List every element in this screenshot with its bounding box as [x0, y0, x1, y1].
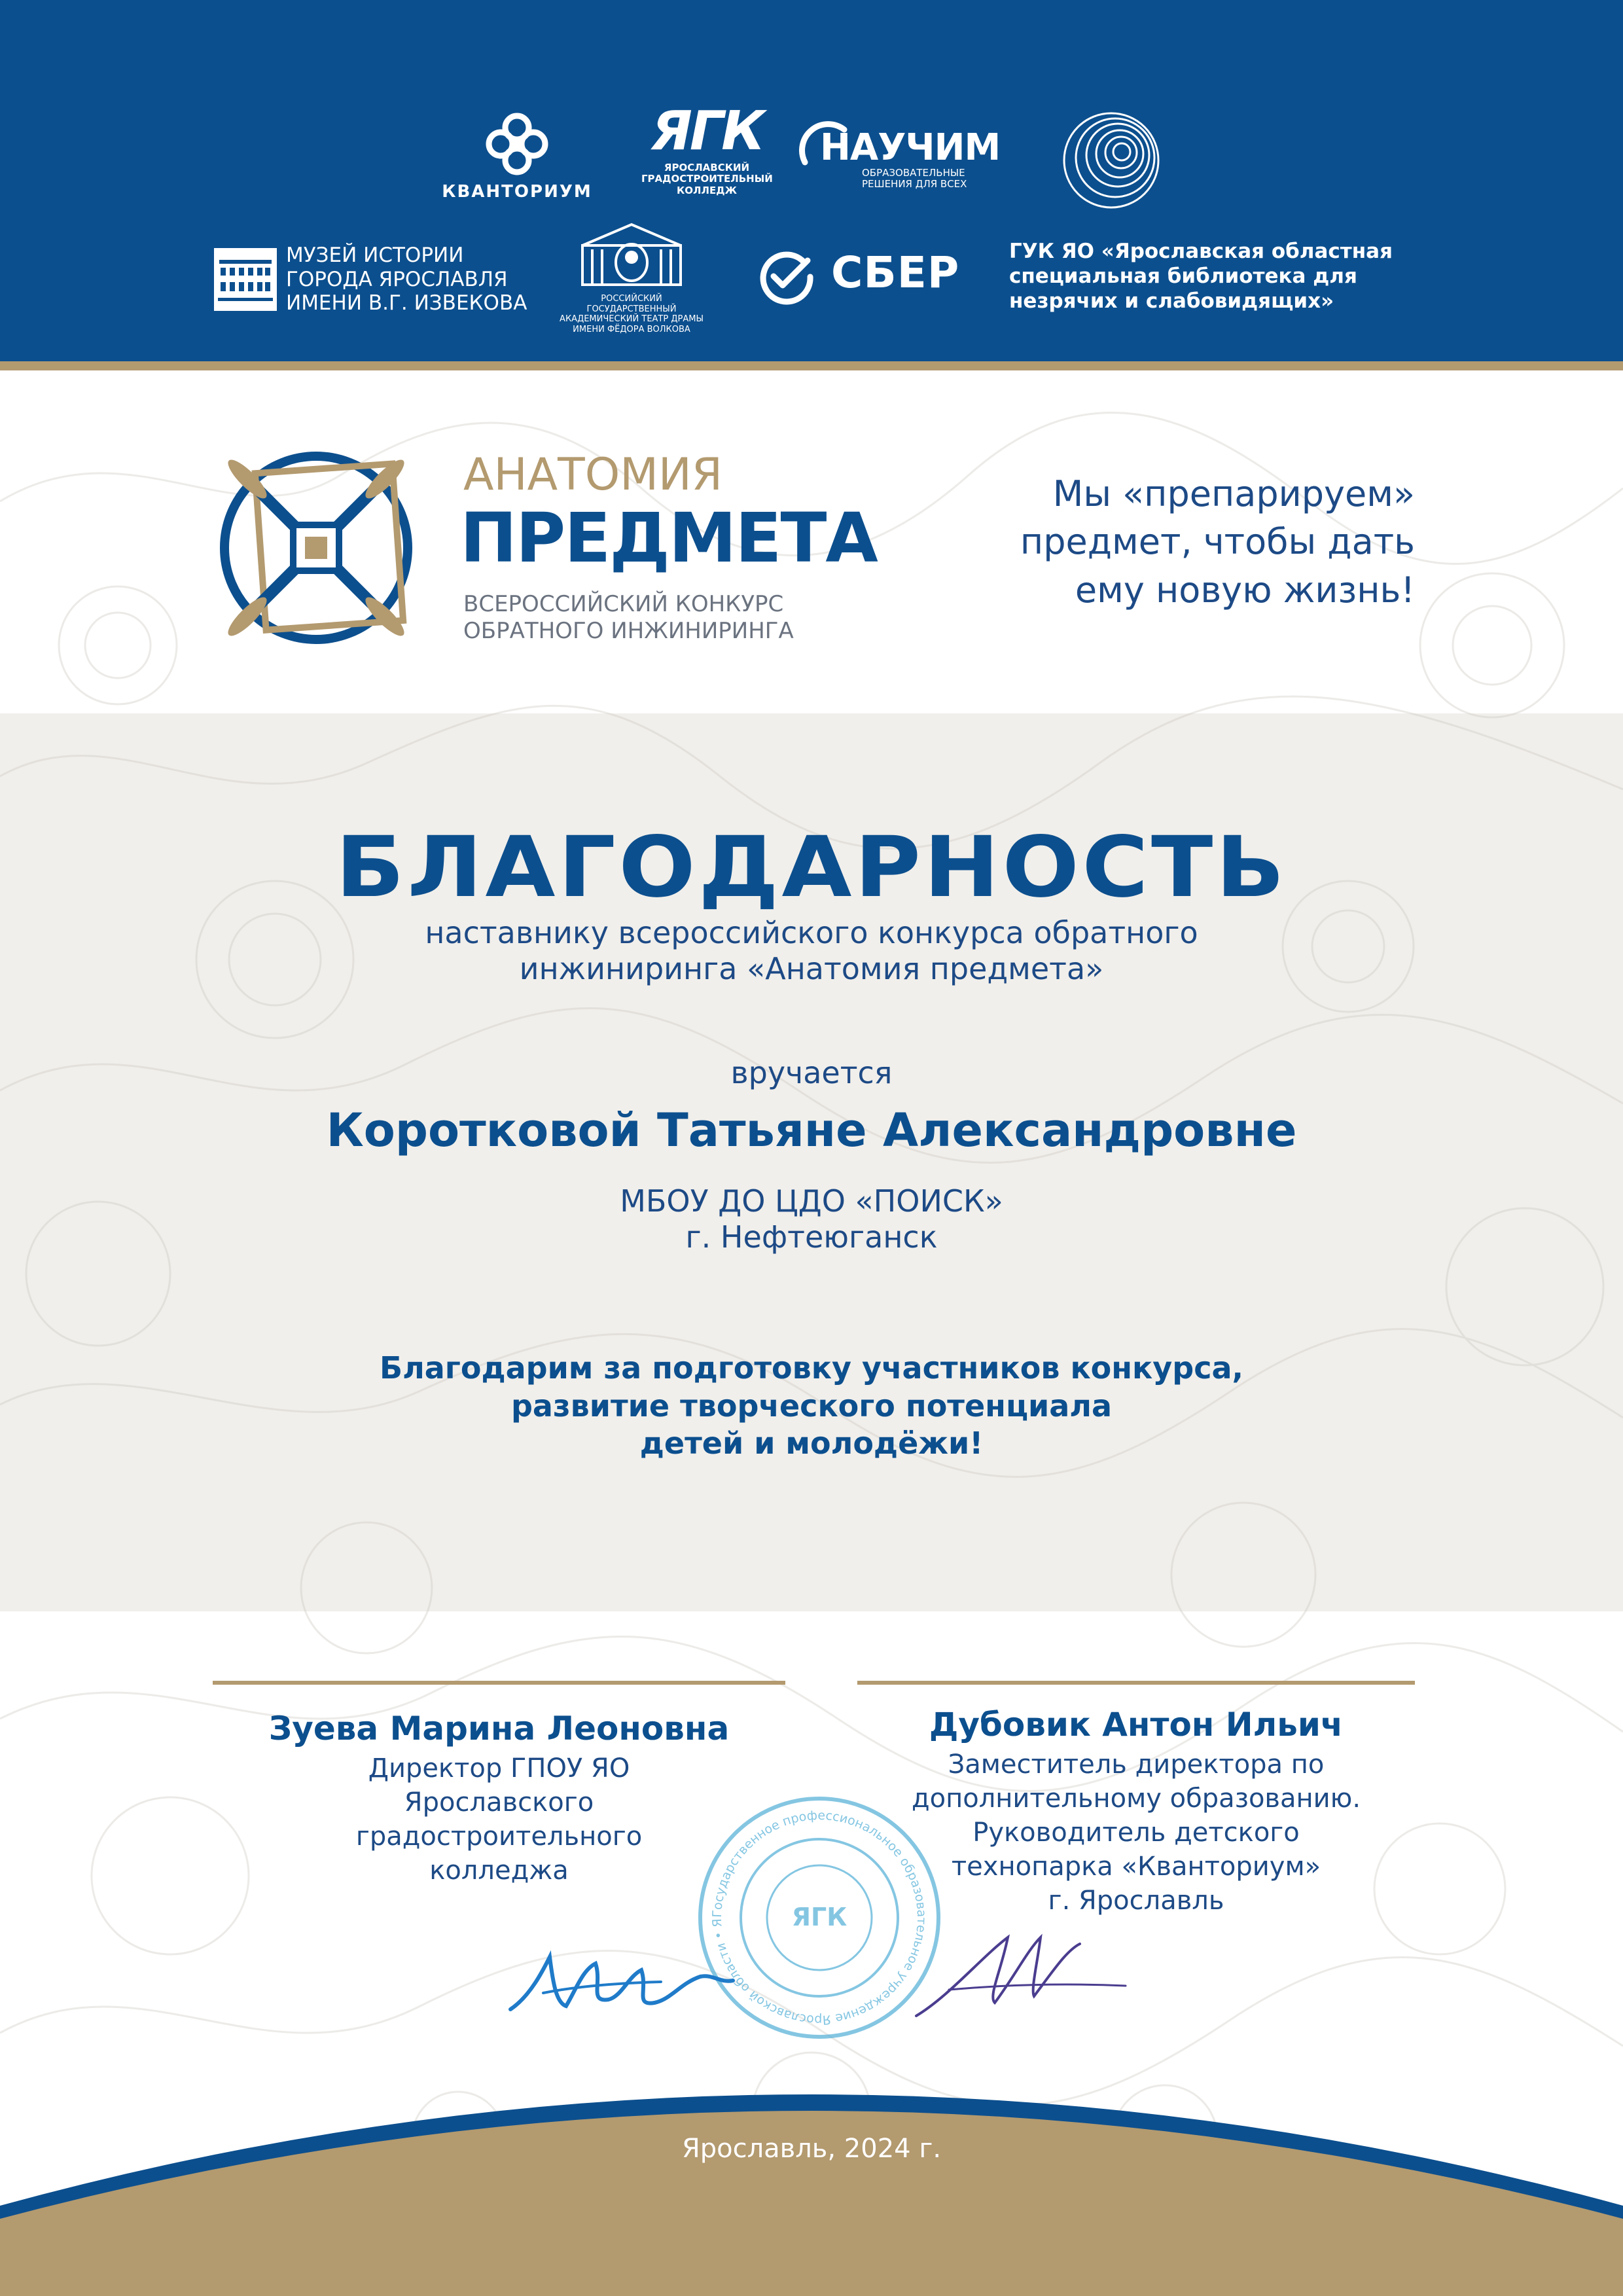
stamp-ring-text: Государственное профессиональное образовательное учреждение Ярославской области • Я — [709, 1808, 929, 2028]
contest-subtitle — [463, 591, 794, 645]
drone-frame-icon — [208, 440, 424, 656]
recipient-org-name: МБОУ ДО ЦДО «ПОИСК» — [620, 1183, 1003, 1219]
ygk-logo — [628, 100, 785, 196]
subtitle-line-2: инжиниринга «Анатомия предмета» — [519, 951, 1104, 987]
thanks-line-2: развитие творческого потенциала — [510, 1388, 1113, 1424]
museum-line-2: ГОРОДА ЯРОСЛАВЛЯ — [286, 267, 508, 291]
kvantorium-icon — [481, 108, 553, 180]
contest-name-line-1: АНАТОМИЯ — [463, 449, 723, 501]
slogan-line-1: Мы «препарируем» — [1052, 473, 1415, 514]
museum-line-1: МУЗЕЙ ИСТОРИИ — [286, 243, 464, 267]
signatory-right-role-2: дополнительному образованию. — [911, 1784, 1361, 1814]
recipient-city: г. Нефтеюганск — [685, 1219, 938, 1255]
sber-check-icon — [758, 249, 814, 305]
theatre-line-3: ИМЕНИ ФЁДОРА ВОЛКОВА — [573, 324, 690, 334]
signatory-left-role-1: Директор ГПОУ ЯО — [368, 1753, 630, 1784]
nauchim-logo — [802, 117, 1024, 190]
theatre-logo — [560, 219, 704, 334]
footer-place-date: Ярославль, 2024 г. — [681, 2134, 942, 2164]
library-line-3: незрячих и слабовидящих» — [1009, 289, 1334, 313]
contest-sub-line-2: ОБРАТНОГО ИНЖИНИРИНГА — [463, 618, 794, 645]
signatory-right-name: Дубовик Антон Ильич — [929, 1706, 1344, 1744]
sber-logo — [758, 247, 974, 306]
slogan-line-3: ему новую жизнь! — [1075, 569, 1415, 611]
theatre-building-icon — [569, 219, 694, 291]
thanks-line-3: детей и молодёжи! — [639, 1426, 984, 1461]
contest-emblem — [208, 440, 424, 656]
spiral-icon — [1059, 108, 1164, 213]
museum-line-3: ИМЕНИ В.Г. ИЗВЕКОВА — [286, 291, 527, 315]
nauchim-sub: ОБРАЗОВАТЕЛЬНЫЕ РЕШЕНИЯ ДЛЯ ВСЕХ — [862, 167, 967, 190]
ygk-name: ЯРОСЛАВСКИЙ ГРАДОСТРОИТЕЛЬНЫЙ КОЛЛЕДЖ — [641, 162, 773, 196]
recipient-org — [0, 1183, 1623, 1255]
signatory-right-role-5: г. Ярославль — [1048, 1886, 1224, 1916]
signatory-left-role-4: колледжа — [429, 1856, 569, 1886]
museum-logo — [213, 243, 527, 315]
slogan-line-2: предмет, чтобы дать — [1020, 521, 1415, 563]
signatory-right-role-4: технопарка «Кванториум» — [951, 1852, 1321, 1882]
certificate-title: БЛАГОДАРНОСТЬ — [335, 819, 1288, 916]
signature-rule-left — [213, 1681, 785, 1685]
sber-label: СБЕР — [831, 247, 960, 298]
signature-rule-right — [857, 1681, 1415, 1685]
kvantorium-logo — [419, 108, 615, 202]
signature-left — [504, 1931, 740, 2029]
signature-right — [910, 1924, 1132, 2022]
awarded-label: вручается — [730, 1055, 893, 1090]
certificate-subtitle — [0, 915, 1623, 987]
nauchim-label: НАУЧИМ — [820, 126, 1001, 169]
contest-name-line-2: ПРЕДМЕТА — [460, 498, 877, 578]
theatre-line-1: РОССИЙСКИЙ ГОСУДАРСТВЕННЫЙ — [586, 294, 677, 314]
contest-slogan — [903, 470, 1415, 614]
signatory-right-role-3: Руководитель детского — [972, 1818, 1300, 1848]
signatory-left-role-2: Ярославского — [404, 1787, 594, 1818]
signatory-left-role-3: градостроительного — [355, 1821, 643, 1852]
kvantorium-label: КВАНТОРИУМ — [442, 182, 592, 202]
recipient-name: Коротковой Татьяне Александровне — [326, 1103, 1297, 1157]
stamp-center-text: ЯГК — [791, 1903, 847, 1931]
library-line-2: специальная библиотека для — [1009, 264, 1357, 288]
thanks-line-1: Благодарим за подготовку участников конкурса, — [380, 1350, 1243, 1386]
spiral-logo — [1059, 108, 1164, 213]
signatory-right-role-1: Заместитель директора по — [948, 1749, 1325, 1780]
museum-building-icon — [213, 247, 278, 312]
header-gold-rule — [0, 361, 1623, 370]
contest-sub-line-1: ВСЕРОССИЙСКИЙ КОНКУРС — [463, 591, 784, 617]
ygk-mark: ЯГК — [651, 100, 763, 162]
library-line-1: ГУК ЯО «Ярославская областная — [1009, 240, 1393, 263]
subtitle-line-1: наставнику всероссийского конкурса обратного — [425, 915, 1198, 950]
library-logo — [1009, 240, 1415, 314]
signatory-left-name: Зуева Марина Леоновна — [268, 1710, 730, 1748]
thanks-message — [0, 1350, 1623, 1463]
theatre-line-2: АКАДЕМИЧЕСКИЙ ТЕАТР ДРАМЫ — [560, 314, 704, 325]
footer-arc — [0, 2042, 1623, 2296]
